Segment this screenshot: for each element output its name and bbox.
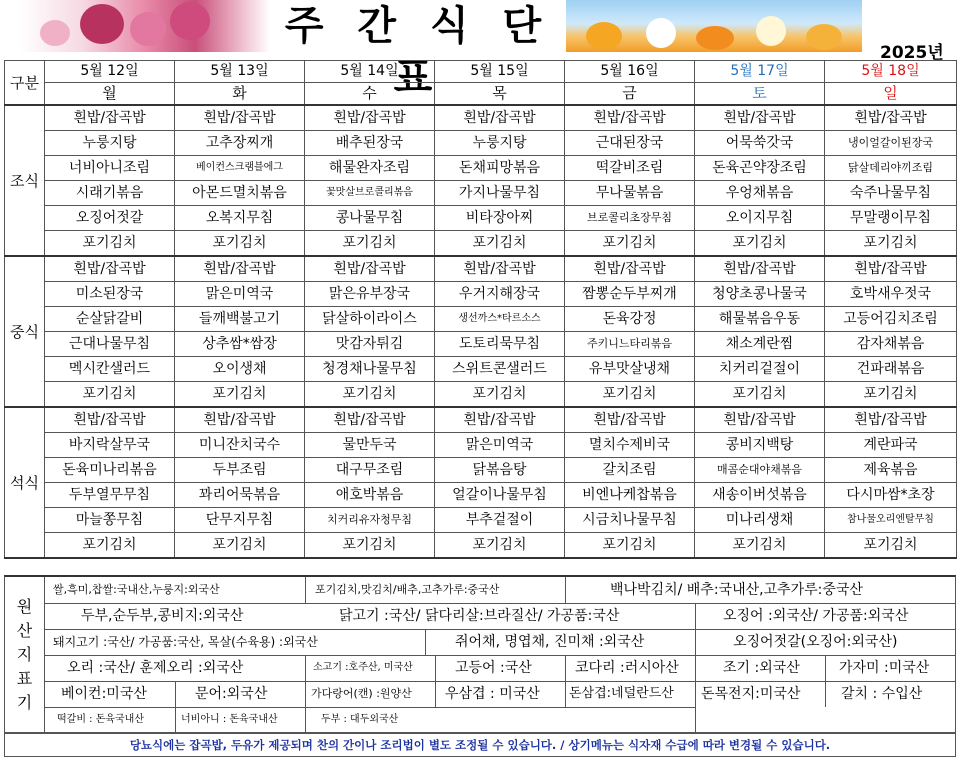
origin-text: 떡갈비 : 돈육국내산 [57,714,145,725]
menu-item: 오징어젓갈 [45,206,175,231]
origin-text: 돼지고기 :국산/ 가공품:국산, 목살(수육용) :외국산 [53,635,318,649]
origin-text: 닭고기 :국산/ 닭다리살:브라질산/ 가공품:국산 [339,608,620,624]
menu-item: 맑은유부장국 [305,282,435,307]
origin-text: 가자미 :미국산 [839,660,930,676]
menu-item: 비타장아찌 [435,206,565,231]
flower-banner-left [20,0,270,52]
menu-item: 우엉채볶음 [695,181,825,206]
menu-item: 맑은미역국 [175,282,305,307]
menu-item: 호박새우젓국 [825,282,957,307]
origin-text: 가다랑어(캔) :원양산 [311,687,412,700]
menu-item: 오복지무침 [175,206,305,231]
meal-row [5,407,957,433]
menu-item: 치커리유자청무침 [305,508,435,533]
origin-text: 포기김치,맛김치/배추,고추가루:중국산 [315,583,500,596]
menu-item: 흰밥/잡곡밥 [435,407,565,433]
menu-item: 미니잔치국수 [175,433,305,458]
menu-item: 바지락살무국 [45,433,175,458]
menu-item: 흰밥/잡곡밥 [435,105,565,131]
menu-item: 근대나물무침 [45,332,175,357]
menu-item: 짬뽕순두부찌개 [565,282,695,307]
meal-row [5,433,957,458]
meal-row [5,181,957,206]
menu-item: 애호박볶음 [305,483,435,508]
menu-item: 돈육미나리볶음 [45,458,175,483]
menu-item: 꽃맛살브로콜리볶음 [305,181,435,206]
menu-item: 닭살데리야끼조림 [825,156,957,181]
menu-item: 청양초콩나물국 [695,282,825,307]
menu-item: 누룽지탕 [435,131,565,156]
menu-item: 치커리겉절이 [695,357,825,382]
menu-item: 갈치조림 [565,458,695,483]
weekly-menu-table [4,60,957,559]
origin-text: 오리 :국산/ 훈제오리 :외국산 [67,660,244,676]
menu-item: 포기김치 [305,533,435,559]
menu-item: 두부조림 [175,458,305,483]
meal-label: 중식 [5,256,45,407]
menu-item: 숙주나물무침 [825,181,957,206]
menu-item: 흰밥/잡곡밥 [825,407,957,433]
menu-item: 흰밥/잡곡밥 [45,105,175,131]
menu-item: 근대된장국 [565,131,695,156]
menu-item: 시금치나물무침 [565,508,695,533]
menu-item: 흰밥/잡곡밥 [695,407,825,433]
menu-item: 아몬드멸치볶음 [175,181,305,206]
menu-item: 포기김치 [695,533,825,559]
menu-item: 포기김치 [305,382,435,408]
menu-item: 흰밥/잡곡밥 [175,256,305,282]
menu-item: 포기김치 [175,533,305,559]
menu-item: 가지나물무침 [435,181,565,206]
meal-row [5,382,957,408]
menu-item: 포기김치 [45,231,175,257]
menu-item: 시래기볶음 [45,181,175,206]
date-cell: 5월 13일 [175,61,305,83]
origin-text: 베이컨:미국산 [61,686,147,702]
menu-item: 건파래볶음 [825,357,957,382]
weekday-row [5,83,957,106]
meal-label: 석식 [5,407,45,558]
menu-item: 포기김치 [565,382,695,408]
menu-item: 포기김치 [435,382,565,408]
meal-row [5,282,957,307]
weekday-cell: 금 [565,83,695,106]
weekday-cell: 수 [305,83,435,106]
origin-text: 우삼겹 : 미국산 [445,686,540,702]
origin-text: 갈치 : 수입산 [841,686,923,702]
meal-row [5,533,957,559]
menu-item: 감자채볶음 [825,332,957,357]
menu-item: 계란파국 [825,433,957,458]
menu-item: 흰밥/잡곡밥 [695,256,825,282]
menu-item: 포기김치 [825,382,957,408]
menu-item: 흰밥/잡곡밥 [435,256,565,282]
menu-item: 청경채나물무침 [305,357,435,382]
menu-item: 얼갈이나물무침 [435,483,565,508]
meal-row [5,206,957,231]
menu-item: 생선까스*타르소스 [435,307,565,332]
date-cell-saturday: 5월 17일 [695,61,825,83]
date-cell: 5월 15일 [435,61,565,83]
menu-item: 우거지해장국 [435,282,565,307]
menu-item: 돈채피망볶음 [435,156,565,181]
menu-item: 흰밥/잡곡밥 [45,407,175,433]
meal-row [5,131,957,156]
menu-item: 떡갈비조림 [565,156,695,181]
origin-text: 돈목전지:미국산 [701,686,801,702]
date-cell-sunday: 5월 18일 [825,61,957,83]
menu-item: 상추쌈*쌈장 [175,332,305,357]
menu-item: 스위트콘샐러드 [435,357,565,382]
menu-item: 제육볶음 [825,458,957,483]
origin-text: 오징어젓갈(오징어:외국산) [733,634,898,650]
menu-item: 무나물볶음 [565,181,695,206]
menu-item: 매콤순대야채볶음 [695,458,825,483]
menu-item: 어묵쑥갓국 [695,131,825,156]
meal-row [5,307,957,332]
menu-item: 고등어김치조림 [825,307,957,332]
menu-item: 맛감자튀김 [305,332,435,357]
menu-item: 흰밥/잡곡밥 [825,256,957,282]
menu-item: 주키니느타리볶음 [565,332,695,357]
menu-item: 돈육강정 [565,307,695,332]
menu-item: 오이지무침 [695,206,825,231]
meal-row [5,357,957,382]
menu-item: 포기김치 [45,533,175,559]
menu-item: 유부맛살냉채 [565,357,695,382]
category-header: 구분 [5,61,45,106]
menu-item: 흰밥/잡곡밥 [565,407,695,433]
menu-item: 흰밥/잡곡밥 [305,407,435,433]
menu-item: 포기김치 [695,382,825,408]
weekday-cell: 목 [435,83,565,106]
meal-row [5,483,957,508]
menu-item: 포기김치 [45,382,175,408]
menu-item: 물만두국 [305,433,435,458]
menu-item: 다시마쌈*초장 [825,483,957,508]
menu-item: 마늘쫑무침 [45,508,175,533]
menu-item: 포기김치 [565,231,695,257]
meal-row [5,458,957,483]
meal-row [5,156,957,181]
origin-text: 소고기 :호주산, 미국산 [313,662,413,673]
origin-text: 돈삼겹:네덜란드산 [569,686,674,701]
menu-item: 돈육곤약장조림 [695,156,825,181]
origin-text: 조기 :외국산 [723,660,800,676]
menu-item: 너비아니조림 [45,156,175,181]
menu-item: 포기김치 [825,533,957,559]
menu-item: 콩나물무침 [305,206,435,231]
menu-item: 배추된장국 [305,131,435,156]
menu-item: 멕시칸샐러드 [45,357,175,382]
weekday-cell: 화 [175,83,305,106]
meal-row [5,508,957,533]
menu-item: 들깨백불고기 [175,307,305,332]
meal-label: 조식 [5,105,45,256]
menu-item: 포기김치 [305,231,435,257]
menu-item: 흰밥/잡곡밥 [45,256,175,282]
menu-item: 흰밥/잡곡밥 [695,105,825,131]
origin-text: 두부,순두부,콩비지:외국산 [81,608,244,624]
menu-item: 포기김치 [435,231,565,257]
date-row [5,61,957,83]
menu-item: 맑은미역국 [435,433,565,458]
menu-item: 포기김치 [695,231,825,257]
menu-item: 베이컨스크램블에그 [175,156,305,181]
meal-row [5,231,957,257]
date-cell: 5월 12일 [45,61,175,83]
menu-item: 채소계란찜 [695,332,825,357]
origin-text: 너비아니 : 돈육국내산 [181,714,278,725]
meal-row [5,332,957,357]
menu-item: 흰밥/잡곡밥 [175,407,305,433]
origin-text: 고등어 :국산 [455,660,532,676]
footer-note: 당뇨식에는 잡곡밥, 두유가 제공되며 찬의 간이나 조리법이 별도 조정될 수 있습니다. / 상기메뉴는 식자재 수급에 따라 변경될 수 있습니다. [4,733,956,757]
menu-item: 닭볶음탕 [435,458,565,483]
origin-text: 쥐어채, 명엽채, 진미채 :외국산 [455,634,645,650]
menu-item: 도토리묵무침 [435,332,565,357]
page-title: 주 간 식 단 표 [284,3,552,101]
year-label: 2025년 [880,43,944,63]
menu-item: 포기김치 [565,533,695,559]
menu-item: 포기김치 [435,533,565,559]
menu-item: 무말랭이무침 [825,206,957,231]
origin-text: 문어:외국산 [195,686,268,702]
menu-item: 멸치수제비국 [565,433,695,458]
origin-section [4,575,956,733]
menu-item: 흰밥/잡곡밥 [175,105,305,131]
menu-item: 흰밥/잡곡밥 [825,105,957,131]
menu-item: 포기김치 [175,231,305,257]
menu-item: 꽈리어묵볶음 [175,483,305,508]
menu-item: 부추겉절이 [435,508,565,533]
origin-text: 백나박김치/ 배추:국내산,고추가루:중국산 [610,582,863,598]
menu-item: 포기김치 [175,382,305,408]
weekday-cell-sunday: 일 [825,83,957,106]
menu-item: 미소된장국 [45,282,175,307]
date-cell: 5월 14일 [305,61,435,83]
menu-item: 포기김치 [825,231,957,257]
menu-item: 두부열무무침 [45,483,175,508]
menu-item: 순살닭갈비 [45,307,175,332]
origin-label: 원 산 지 표 기 [5,577,45,733]
menu-item: 오이생채 [175,357,305,382]
menu-item: 참나물오리엔탈무침 [825,508,957,533]
origin-text: 두부 : 대두외국산 [321,714,399,725]
menu-item: 고추장찌개 [175,131,305,156]
menu-item: 브로콜리초장무침 [565,206,695,231]
menu-item: 흰밥/잡곡밥 [305,105,435,131]
origin-text: 쌀,흑미,찹쌀:국내산,누룽지:외국산 [53,583,220,596]
weekday-cell-saturday: 토 [695,83,825,106]
menu-item: 새송이버섯볶음 [695,483,825,508]
meal-row [5,256,957,282]
menu-item: 누룽지탕 [45,131,175,156]
menu-item: 콩비지백탕 [695,433,825,458]
menu-item: 해물볶음우동 [695,307,825,332]
meal-row [5,105,957,131]
menu-item: 흰밥/잡곡밥 [305,256,435,282]
menu-item: 흰밥/잡곡밥 [565,256,695,282]
menu-item: 닭살하이라이스 [305,307,435,332]
menu-item: 단무지무침 [175,508,305,533]
menu-item: 냉이얼갈이된장국 [825,131,957,156]
flower-banner-right [566,0,862,52]
origin-text: 오징어 :외국산/ 가공품:외국산 [723,608,909,624]
menu-item: 대구무조림 [305,458,435,483]
origin-text: 코다리 :러시아산 [575,660,679,676]
weekday-cell: 월 [45,83,175,106]
menu-item: 해물완자조림 [305,156,435,181]
menu-item: 흰밥/잡곡밥 [565,105,695,131]
menu-item: 미나리생채 [695,508,825,533]
menu-item: 비엔나케찹볶음 [565,483,695,508]
date-cell: 5월 16일 [565,61,695,83]
